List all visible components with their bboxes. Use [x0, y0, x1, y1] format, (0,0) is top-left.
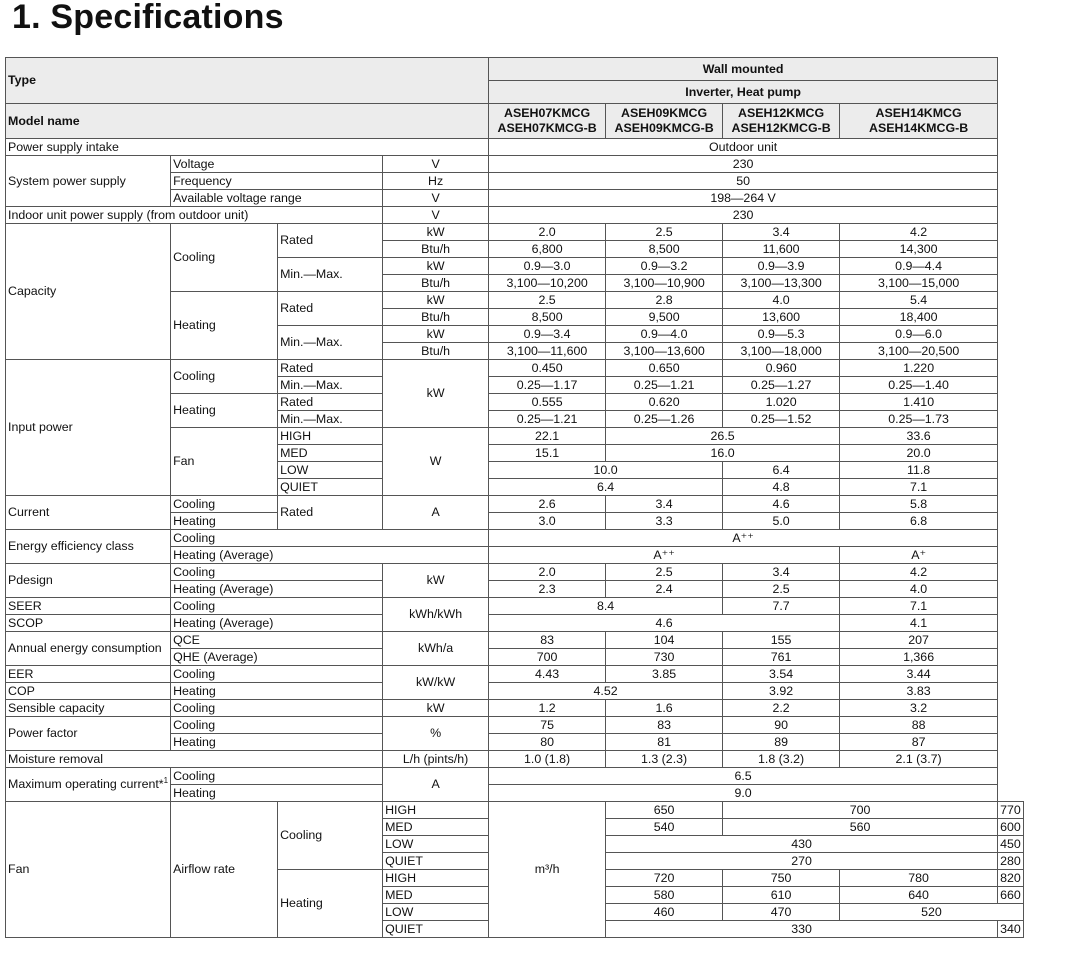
spec-cell: 2.5 [606, 224, 723, 241]
spec-cell: A⁺⁺ [489, 547, 840, 564]
spec-cell: 0.25—1.52 [723, 411, 840, 428]
spec-cell: 700 [489, 649, 606, 666]
spec-cell: 700 [723, 802, 998, 819]
spec-cell: 4.1 [840, 615, 998, 632]
spec-cell: Cooling [278, 802, 383, 870]
spec-cell: 4.0 [840, 581, 998, 598]
spec-cell: 87 [840, 734, 998, 751]
spec-cell: Cooling [171, 530, 489, 547]
spec-cell: 4.8 [723, 479, 840, 496]
spec-cell: Fan [6, 802, 171, 938]
spec-cell: 3.83 [840, 683, 998, 700]
spec-cell: kW [383, 360, 489, 428]
spec-cell: kW [383, 326, 489, 343]
spec-cell: Heating (Average) [171, 581, 383, 598]
spec-cell: 89 [723, 734, 840, 751]
spec-cell: 2.0 [489, 564, 606, 581]
table-row [6, 751, 1024, 768]
spec-cell: 26.5 [606, 428, 840, 445]
spec-cell: 0.620 [606, 394, 723, 411]
spec-cell: Heating [171, 394, 278, 428]
spec-cell: 580 [606, 887, 723, 904]
table-row [6, 632, 1024, 649]
spec-cell: Moisture removal [6, 751, 383, 768]
spec-cell: Sensible capacity [6, 700, 171, 717]
type-label: Type [6, 58, 489, 104]
spec-cell: Rated [278, 292, 383, 326]
spec-cell: SCOP [6, 615, 171, 632]
spec-cell: 90 [723, 717, 840, 734]
spec-cell: 1.410 [840, 394, 998, 411]
spec-cell: 280 [998, 853, 1024, 870]
spec-cell: 3,100—15,000 [840, 275, 998, 292]
spec-cell: Cooling [171, 666, 383, 683]
spec-cell: Annual energy consumption [6, 632, 171, 666]
spec-cell: 0.450 [489, 360, 606, 377]
spec-cell: Min.—Max. [278, 377, 383, 394]
spec-cell: kW [383, 700, 489, 717]
spec-cell: 0.9—4.4 [840, 258, 998, 275]
table-row [6, 615, 1024, 632]
spec-cell: 1,366 [840, 649, 998, 666]
spec-cell: 2.4 [606, 581, 723, 598]
spec-cell: Heating [278, 870, 383, 938]
spec-cell: Pdesign [6, 564, 171, 598]
spec-cell: 7.1 [840, 598, 998, 615]
spec-cell: 8,500 [489, 309, 606, 326]
spec-cell: 750 [723, 870, 840, 887]
spec-cell: 11,600 [723, 241, 840, 258]
spec-cell: MED [383, 887, 489, 904]
spec-cell: 820 [998, 870, 1024, 887]
spec-cell: kW [383, 564, 489, 598]
spec-cell: 761 [723, 649, 840, 666]
spec-cell: 7.7 [723, 598, 840, 615]
spec-cell: V [383, 190, 489, 207]
spec-cell: kW [383, 258, 489, 275]
spec-cell: 75 [489, 717, 606, 734]
spec-cell: 0.9—5.3 [723, 326, 840, 343]
spec-cell: Input power [6, 360, 171, 496]
spec-cell: kWh/kWh [383, 598, 489, 632]
spec-cell: kW [383, 292, 489, 309]
spec-cell: Capacity [6, 224, 171, 360]
spec-cell: 2.5 [723, 581, 840, 598]
spec-cell: Energy efficiency class [6, 530, 171, 564]
spec-cell: 5.0 [723, 513, 840, 530]
spec-cell: Cooling [171, 496, 278, 513]
spec-cell: 3.54 [723, 666, 840, 683]
spec-cell: 0.25—1.27 [723, 377, 840, 394]
spec-cell: 1.0 (1.8) [489, 751, 606, 768]
spec-cell: LOW [383, 904, 489, 921]
spec-cell: 3.44 [840, 666, 998, 683]
spec-cell: Outdoor unit [489, 139, 998, 156]
spec-cell: Current [6, 496, 171, 530]
spec-cell: 6.8 [840, 513, 998, 530]
spec-cell: Min.—Max. [278, 411, 383, 428]
spec-cell: 33.6 [840, 428, 998, 445]
spec-cell: 720 [606, 870, 723, 887]
spec-cell: 8,500 [606, 241, 723, 258]
spec-cell: Indoor unit power supply (from outdoor unit) [6, 207, 383, 224]
spec-cell: 6,800 [489, 241, 606, 258]
spec-cell: 3.85 [606, 666, 723, 683]
spec-cell: 4.2 [840, 564, 998, 581]
spec-cell: 3.3 [606, 513, 723, 530]
spec-cell: V [383, 207, 489, 224]
type-value-mount: Wall mounted [489, 58, 998, 81]
spec-cell: Airflow rate [171, 802, 278, 938]
spec-cell: 0.25—1.40 [840, 377, 998, 394]
spec-cell: 2.6 [489, 496, 606, 513]
spec-cell: Btu/h [383, 275, 489, 292]
spec-cell: Heating (Average) [171, 615, 383, 632]
spec-cell: 3.92 [723, 683, 840, 700]
spec-cell: 470 [723, 904, 840, 921]
spec-cell: Heating [171, 785, 383, 802]
model-name-cell: ASEH09KMCG ASEH09KMCG-B [606, 104, 723, 139]
spec-cell: A [383, 768, 489, 802]
spec-cell: Heating (Average) [171, 547, 489, 564]
spec-cell: COP [6, 683, 171, 700]
spec-cell: Rated [278, 496, 383, 530]
spec-cell: 80 [489, 734, 606, 751]
spec-cell: 3,100—11,600 [489, 343, 606, 360]
spec-cell: 2.2 [723, 700, 840, 717]
spec-cell: 6.4 [489, 479, 723, 496]
spec-cell: Min.—Max. [278, 258, 383, 292]
spec-cell: 0.25—1.73 [840, 411, 998, 428]
spec-cell: LOW [278, 462, 383, 479]
spec-cell: Frequency [171, 173, 383, 190]
spec-cell: 270 [606, 853, 998, 870]
spec-cell: Cooling [171, 700, 383, 717]
spec-cell: 4.6 [723, 496, 840, 513]
table-row [6, 598, 1024, 615]
spec-cell: 660 [998, 887, 1024, 904]
spec-cell: 560 [723, 819, 998, 836]
spec-cell: 610 [723, 887, 840, 904]
spec-cell: 3.0 [489, 513, 606, 530]
spec-cell: MED [383, 819, 489, 836]
spec-cell: 83 [606, 717, 723, 734]
page-title: 1. Specifications [12, 0, 284, 36]
spec-cell: QHE (Average) [171, 649, 383, 666]
spec-cell: 155 [723, 632, 840, 649]
spec-cell: L/h (pints/h) [383, 751, 489, 768]
table-row [6, 802, 1024, 819]
spec-cell: 0.9—3.9 [723, 258, 840, 275]
spec-cell: 230 [489, 207, 998, 224]
spec-cell: QUIET [383, 921, 489, 938]
spec-cell: 0.9—3.0 [489, 258, 606, 275]
spec-cell: Power supply intake [6, 139, 489, 156]
spec-cell: Hz [383, 173, 489, 190]
model-name-cell: ASEH12KMCG ASEH12KMCG-B [723, 104, 840, 139]
spec-cell: 3.4 [723, 224, 840, 241]
spec-cell: Cooling [171, 768, 383, 785]
table-row [6, 683, 1024, 700]
model-name-cell: ASEH07KMCG ASEH07KMCG-B [489, 104, 606, 139]
spec-cell: Heating [171, 683, 383, 700]
table-row [6, 207, 1024, 224]
spec-cell: 2.1 (3.7) [840, 751, 998, 768]
model-name-cell: ASEH14KMCG ASEH14KMCG-B [840, 104, 998, 139]
spec-cell: 0.25—1.17 [489, 377, 606, 394]
spec-cell: 730 [606, 649, 723, 666]
spec-cell: Fan [171, 428, 278, 496]
spec-cell: HIGH [383, 870, 489, 887]
spec-cell: 3.2 [840, 700, 998, 717]
spec-cell: 3,100—18,000 [723, 343, 840, 360]
spec-cell: 104 [606, 632, 723, 649]
spec-cell: QUIET [278, 479, 383, 496]
spec-cell: 3,100—10,200 [489, 275, 606, 292]
table-row [6, 768, 1024, 785]
spec-cell: 0.555 [489, 394, 606, 411]
spec-cell: 16.0 [606, 445, 840, 462]
spec-cell: Btu/h [383, 309, 489, 326]
spec-cell: 2.5 [606, 564, 723, 581]
spec-cell: Btu/h [383, 241, 489, 258]
spec-cell: 340 [998, 921, 1024, 938]
spec-cell: 0.9—6.0 [840, 326, 998, 343]
spec-cell: EER [6, 666, 171, 683]
spec-cell: HIGH [278, 428, 383, 445]
table-row [6, 700, 1024, 717]
spec-cell: 3,100—20,500 [840, 343, 998, 360]
spec-cell: 5.4 [840, 292, 998, 309]
spec-cell: Voltage [171, 156, 383, 173]
table-row [6, 139, 1024, 156]
spec-cell: 330 [606, 921, 998, 938]
spec-cell: 14,300 [840, 241, 998, 258]
spec-cell: 770 [998, 802, 1024, 819]
spec-cell: 3,100—10,900 [606, 275, 723, 292]
spec-cell: 50 [489, 173, 998, 190]
spec-cell: 6.4 [723, 462, 840, 479]
spec-cell: 1.3 (2.3) [606, 751, 723, 768]
spec-cell: Heating [171, 734, 383, 751]
spec-cell: 22.1 [489, 428, 606, 445]
spec-cell: kW [383, 224, 489, 241]
spec-cell: 20.0 [840, 445, 998, 462]
spec-cell: kWh/a [383, 632, 489, 666]
spec-cell: 3,100—13,300 [723, 275, 840, 292]
spec-cell: Rated [278, 224, 383, 258]
spec-cell: 5.8 [840, 496, 998, 513]
spec-cell: Cooling [171, 360, 278, 394]
spec-cell: 9.0 [489, 785, 998, 802]
spec-cell: 520 [840, 904, 1024, 921]
spec-cell: 13,600 [723, 309, 840, 326]
spec-cell: 780 [840, 870, 998, 887]
spec-cell: 0.25—1.21 [606, 377, 723, 394]
spec-cell: 6.5 [489, 768, 998, 785]
spec-cell: Cooling [171, 224, 278, 292]
spec-cell: LOW [383, 836, 489, 853]
spec-cell: Power factor [6, 717, 171, 751]
table-row [6, 564, 1024, 581]
spec-cell: 83 [489, 632, 606, 649]
spec-cell: 230 [489, 156, 998, 173]
spec-cell: 10.0 [489, 462, 723, 479]
spec-cell: 4.43 [489, 666, 606, 683]
spec-cell: Cooling [171, 717, 383, 734]
table-row [6, 666, 1024, 683]
spec-cell: % [383, 717, 489, 751]
spec-cell: 540 [606, 819, 723, 836]
spec-cell: m³/h [489, 802, 606, 938]
spec-cell: Heating [171, 513, 278, 530]
table-row [6, 496, 1024, 513]
spec-cell: 1.6 [606, 700, 723, 717]
table-row [6, 156, 1024, 173]
spec-cell: 430 [606, 836, 998, 853]
spec-cell: 0.9—4.0 [606, 326, 723, 343]
table-row [6, 530, 1024, 547]
table-row [6, 360, 1024, 377]
spec-cell: SEER [6, 598, 171, 615]
spec-cell: HIGH [383, 802, 489, 819]
spec-cell: 2.8 [606, 292, 723, 309]
spec-cell: 0.9—3.2 [606, 258, 723, 275]
spec-cell: Heating [171, 292, 278, 360]
spec-cell: 8.4 [489, 598, 723, 615]
spec-cell: A [383, 496, 489, 530]
spec-cell: 2.3 [489, 581, 606, 598]
spec-cell: 4.6 [489, 615, 840, 632]
spec-cell: 640 [840, 887, 998, 904]
spec-cell: 81 [606, 734, 723, 751]
spec-cell: Rated [278, 394, 383, 411]
spec-cell: 3,100—13,600 [606, 343, 723, 360]
spec-cell: W [383, 428, 489, 496]
spec-cell: QCE [171, 632, 383, 649]
spec-cell: 18,400 [840, 309, 998, 326]
spec-cell: 600 [998, 819, 1024, 836]
spec-cell: 2.0 [489, 224, 606, 241]
spec-cell: 4.2 [840, 224, 998, 241]
spec-cell: kW/kW [383, 666, 489, 700]
spec-cell: 3.4 [606, 496, 723, 513]
spec-cell: 7.1 [840, 479, 998, 496]
spec-cell: 0.25—1.26 [606, 411, 723, 428]
spec-cell: 1.2 [489, 700, 606, 717]
spec-cell: 207 [840, 632, 998, 649]
spec-cell: 3.4 [723, 564, 840, 581]
specifications-table [5, 57, 1024, 938]
spec-cell: MED [278, 445, 383, 462]
spec-cell: Cooling [171, 564, 383, 581]
spec-cell: Cooling [171, 598, 383, 615]
type-value-inverter: Inverter, Heat pump [489, 81, 998, 104]
spec-cell: Rated [278, 360, 383, 377]
spec-cell: 11.8 [840, 462, 998, 479]
spec-cell: 88 [840, 717, 998, 734]
spec-cell: 450 [998, 836, 1024, 853]
spec-cell: 650 [606, 802, 723, 819]
spec-cell: Min.—Max. [278, 326, 383, 360]
spec-cell: 0.25—1.21 [489, 411, 606, 428]
spec-cell: 1.8 (3.2) [723, 751, 840, 768]
spec-cell: 4.52 [489, 683, 723, 700]
spec-cell: 2.5 [489, 292, 606, 309]
spec-cell: QUIET [383, 853, 489, 870]
spec-cell: 0.9—3.4 [489, 326, 606, 343]
spec-cell: Available voltage range [171, 190, 383, 207]
spec-cell: 198—264 V [489, 190, 998, 207]
table-row [6, 717, 1024, 734]
spec-cell: 0.650 [606, 360, 723, 377]
spec-cell: A⁺ [840, 547, 998, 564]
model-name-label: Model name [6, 104, 489, 139]
spec-cell: 15.1 [489, 445, 606, 462]
spec-cell: V [383, 156, 489, 173]
spec-cell: Btu/h [383, 343, 489, 360]
spec-cell: 4.0 [723, 292, 840, 309]
spec-cell: System power supply [6, 156, 171, 207]
table-row [6, 224, 1024, 241]
spec-cell: 1.020 [723, 394, 840, 411]
spec-cell: 0.960 [723, 360, 840, 377]
spec-cell: Maximum operating current*$^1$ [6, 768, 171, 802]
spec-cell: 460 [606, 904, 723, 921]
spec-cell: 9,500 [606, 309, 723, 326]
spec-cell: 1.220 [840, 360, 998, 377]
spec-cell: A⁺⁺ [489, 530, 998, 547]
